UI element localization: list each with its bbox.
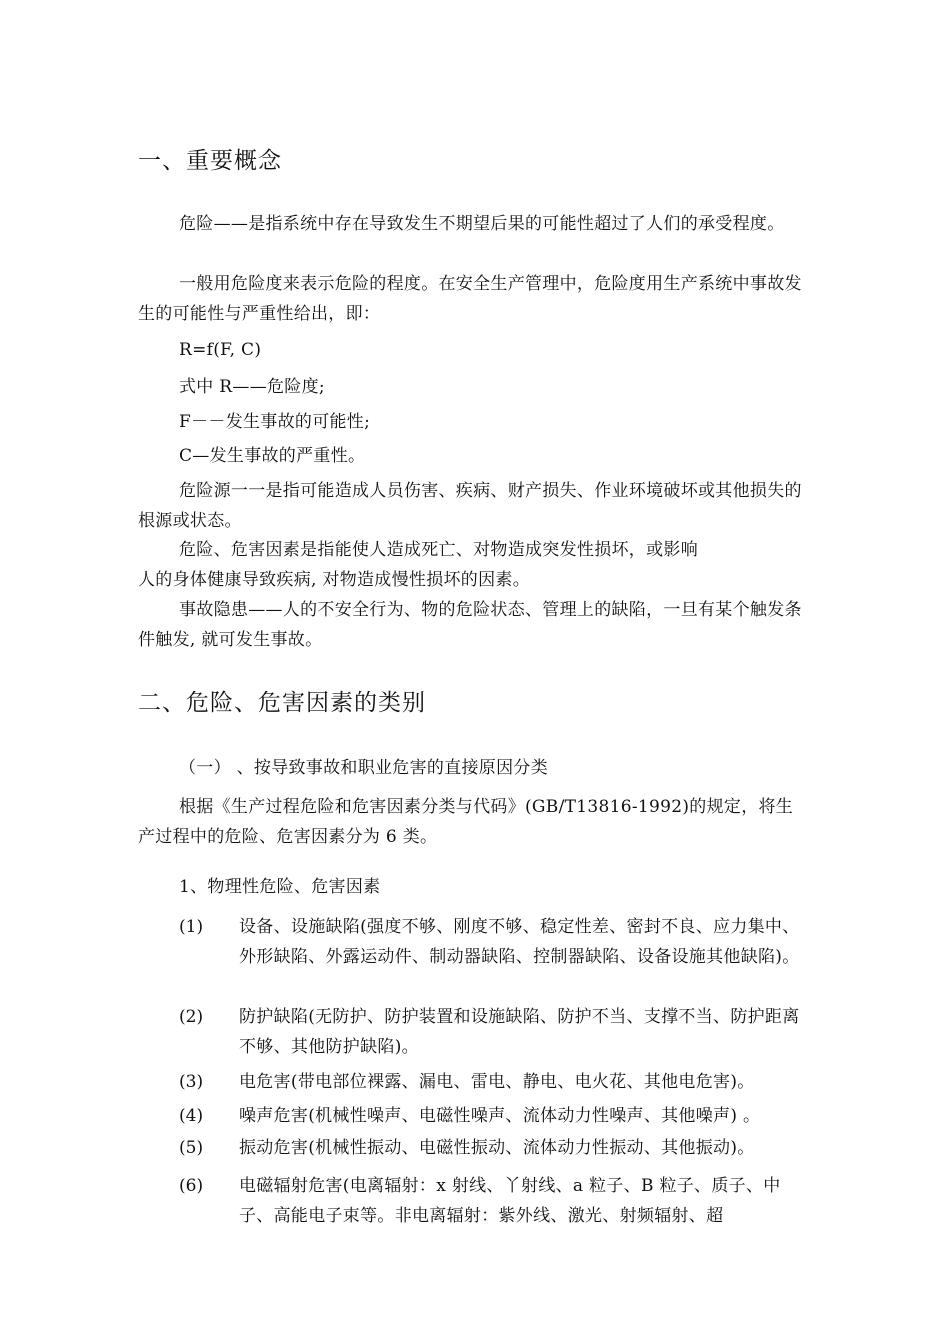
formula: R=f(F, C) <box>179 340 262 360</box>
list-item-number: (6) <box>179 1176 204 1196</box>
list-item-text: 电磁辐射危害(电离辐射：x 射线、丫射线、a 粒子、B 粒子、质子、中子、高能电子束等。非电离辐射：紫外线、激光、射频辐射、超 <box>239 1176 781 1226</box>
category-physical: 1、物理性危险、危害因素 <box>179 877 381 897</box>
list-item-number: (5) <box>179 1138 204 1158</box>
list-item-number: (3) <box>179 1072 204 1092</box>
list-item-number: (2) <box>179 1007 204 1027</box>
paragraph-danger-definition: 危险——是指系统中存在导致发生不期望后果的可能性超过了人们的承受程度。 <box>179 214 785 234</box>
paragraph-hidden-hazard: 事故隐患——人的不安全行为、物的危险状态、管理上的缺陷，一旦有某个触发条件触发, 就可发生事故。 <box>138 600 802 650</box>
paragraph-factor-line2: 人的身体健康导致疾病, 对物造成慢性损坏的因素。 <box>138 570 531 590</box>
paragraph-classification-basis: 根据《生产过程危险和危害因素分类与代码》(GB/T13816-1992)的规定，将生产过程中的危险、危害因素分为 6 类。 <box>138 797 794 847</box>
section-heading-concepts: 一、重要概念 <box>138 148 282 174</box>
definition-c: C—发生事故的严重性。 <box>179 446 366 466</box>
list-item-text: 设备、设施缺陷(强度不够、刚度不够、稳定性差、密封不良、应力集中、外形缺陷、外露运动件、制动器缺陷、控制器缺陷、设备设施其他缺陷)。 <box>239 917 800 967</box>
list-item-number: (1) <box>179 917 204 937</box>
list-item-text: 防护缺陷(无防护、防护装置和设施缺陷、防护不当、支撑不当、防护距离不够、其他防护缺陷)。 <box>239 1007 800 1057</box>
definition-r: 式中 R——危险度; <box>179 377 325 397</box>
definition-f: F－－发生事故的可能性; <box>179 412 371 432</box>
paragraph-factor-line1: 危险、危害因素是指能使人造成死亡、对物造成突发性损坏，或影响 <box>179 540 698 560</box>
section-heading-categories: 二、危险、危害因素的类别 <box>138 690 426 716</box>
list-item-text: 电危害(带电部位裸露、漏电、雷电、静电、电火花、其他电危害)。 <box>239 1072 755 1092</box>
list-item-number: (4) <box>179 1106 204 1126</box>
list-item-text: 噪声危害(机械性噪声、电磁性噪声、流体动力性噪声、其他噪声) 。 <box>239 1106 761 1126</box>
subsection-direct-cause: （一） 、按导致事故和职业危害的直接原因分类 <box>179 758 549 778</box>
paragraph-danger-source: 危险源一一是指可能造成人员伤害、疾病、财产损失、作业环境破坏或其他损失的根源或状态。 <box>138 481 802 531</box>
paragraph-danger-degree: 一般用危险度来表示危险的程度。在安全生产管理中，危险度用生产系统中事故发生的可能性与严重性给出，即： <box>138 274 802 324</box>
list-item-text: 振动危害(机械性振动、电磁性振动、流体动力性振动、其他振动)。 <box>239 1138 755 1158</box>
